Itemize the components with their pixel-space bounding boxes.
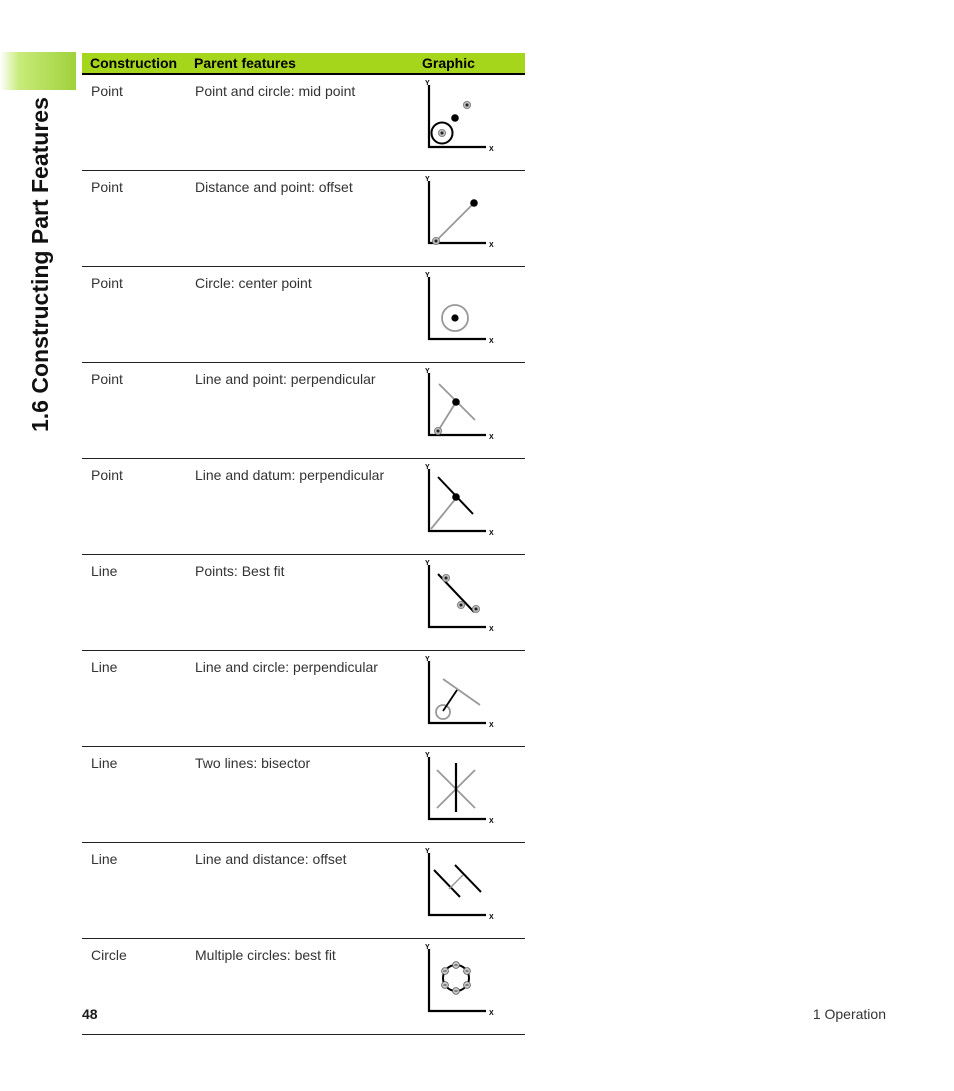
construction-cell: Circle — [82, 939, 186, 1035]
y-axis-label: Y — [425, 656, 430, 663]
y-axis-label: Y — [425, 176, 430, 183]
graphic-cell — [414, 74, 525, 171]
y-axis-label: Y — [425, 848, 430, 855]
chapter-label: 1 Operation — [812, 1006, 886, 1022]
y-axis-label: Y — [425, 272, 430, 279]
table-row — [82, 459, 525, 555]
line-datum-perpendicular-icon — [414, 459, 525, 546]
circle-center-icon — [414, 267, 525, 354]
graphic-cell — [414, 555, 525, 651]
x-axis-label: X — [489, 146, 494, 153]
header-construction: Construction — [82, 53, 186, 74]
x-axis-label: X — [489, 626, 494, 633]
parent-features-cell: Multiple circles: best fit — [186, 939, 414, 1035]
x-axis-label: X — [489, 818, 494, 825]
construction-cell: Point — [82, 74, 186, 171]
points-bestfit-icon — [414, 555, 525, 642]
parent-features-cell: Line and circle: perpendicular — [186, 651, 414, 747]
y-axis-label: Y — [425, 368, 430, 375]
table-row — [82, 74, 525, 171]
table-row — [82, 267, 525, 363]
two-lines-bisector-icon — [414, 747, 525, 834]
graphic-cell — [414, 171, 525, 267]
construction-cell: Point — [82, 459, 186, 555]
parent-features-cell: Two lines: bisector — [186, 747, 414, 843]
graphic-cell — [414, 267, 525, 363]
y-axis-label: Y — [425, 752, 430, 759]
table-row — [82, 843, 525, 939]
construction-cell: Point — [82, 171, 186, 267]
parent-features-cell: Line and datum: perpendicular — [186, 459, 414, 555]
x-axis-label: X — [489, 530, 494, 537]
construction-cell: Line — [82, 747, 186, 843]
x-axis-label: X — [489, 338, 494, 345]
graphic-cell — [414, 843, 525, 939]
table-row — [82, 747, 525, 843]
parent-features-cell: Line and point: perpendicular — [186, 363, 414, 459]
line-circle-perpendicular-icon — [414, 651, 525, 738]
circles-bestfit-icon — [414, 939, 525, 1026]
header-parent-features: Parent features — [186, 53, 414, 74]
table-row — [82, 939, 525, 1035]
point-circle-midpoint-icon — [414, 75, 525, 162]
parent-features-cell: Points: Best fit — [186, 555, 414, 651]
table-row — [82, 555, 525, 651]
table-row — [82, 171, 525, 267]
distance-point-offset-icon — [414, 171, 525, 258]
construction-table — [82, 53, 525, 1035]
y-axis-label: Y — [425, 464, 430, 471]
section-title: 1.6 Constructing Part Features — [27, 97, 53, 432]
y-axis-label: Y — [425, 80, 430, 87]
graphic-cell — [414, 459, 525, 555]
line-distance-offset-icon — [414, 843, 525, 930]
line-point-perpendicular-icon — [414, 363, 525, 450]
x-axis-label: X — [489, 722, 494, 729]
parent-features-cell: Circle: center point — [186, 267, 414, 363]
y-axis-label: Y — [425, 560, 430, 567]
x-axis-label: X — [489, 914, 494, 921]
x-axis-label: X — [489, 242, 494, 249]
x-axis-label: X — [489, 1010, 494, 1017]
header-graphic: Graphic — [414, 53, 525, 74]
graphic-cell — [414, 651, 525, 747]
table-row — [82, 363, 525, 459]
table-row — [82, 651, 525, 747]
construction-cell: Point — [82, 267, 186, 363]
construction-cell: Line — [82, 555, 186, 651]
construction-cell: Line — [82, 843, 186, 939]
x-axis-label: X — [489, 434, 494, 441]
graphic-cell — [414, 939, 525, 1035]
graphic-cell — [414, 363, 525, 459]
parent-features-cell: Point and circle: mid point — [186, 74, 414, 171]
parent-features-cell: Distance and point: offset — [186, 171, 414, 267]
construction-cell: Line — [82, 651, 186, 747]
y-axis-label: Y — [425, 944, 430, 951]
page-number: 48 — [82, 1006, 98, 1022]
construction-cell: Point — [82, 363, 186, 459]
parent-features-cell: Line and distance: offset — [186, 843, 414, 939]
graphic-cell — [414, 747, 525, 843]
table-header-row — [82, 53, 525, 74]
